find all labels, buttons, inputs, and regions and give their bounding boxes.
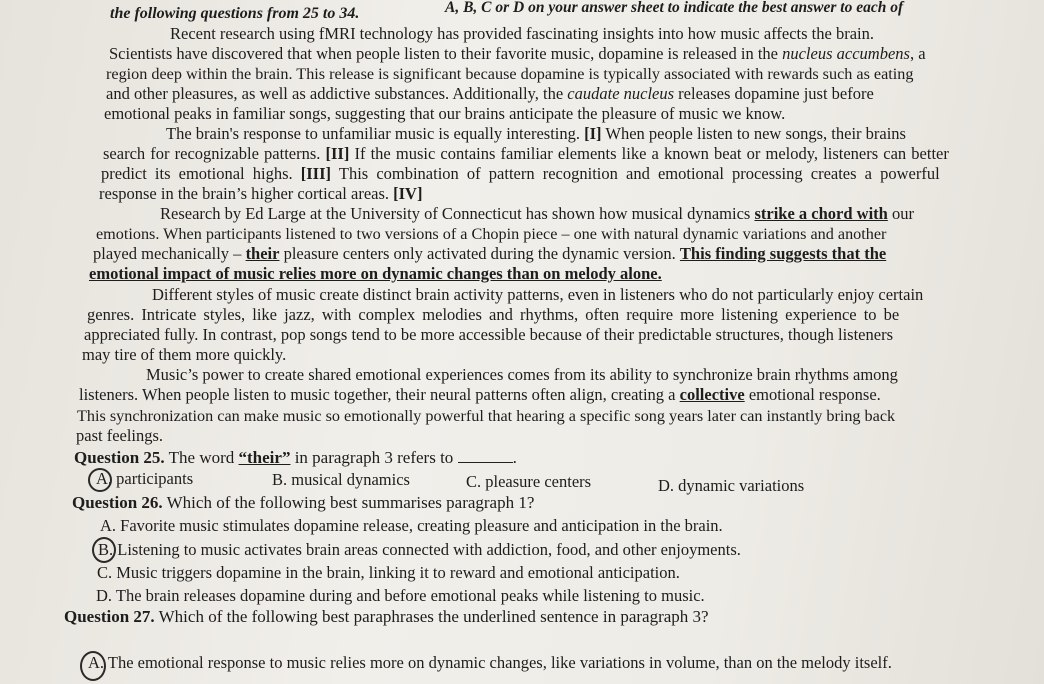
q25-text: .	[512, 448, 517, 467]
p2-line-4	[99, 184, 422, 204]
p1-text: Scientists have discovered that when people listen to their favorite music, dopamine is released in the	[109, 44, 778, 63]
q25-option-d[interactable]: D. dynamic variations	[658, 476, 805, 495]
marker-III: [III]	[300, 164, 332, 183]
q25-option-b[interactable]: B. musical dynamics	[272, 470, 410, 489]
q26-option-c[interactable]: C. Music triggers dopamine in the brain, linking it to reward and emotional anticipation.	[97, 563, 680, 582]
marker-I: [I]	[584, 124, 602, 143]
header-instruction-right: A, B, C or D on your answer sheet to indicate the best answer to each of	[445, 0, 904, 16]
p5-word-collective: collective	[679, 385, 745, 404]
pen-circle-mark	[80, 651, 106, 681]
p2-text: If the music contains familiar elements like a known beat or melody, listeners can better	[354, 144, 949, 163]
q26-label: Question 26.	[72, 493, 163, 512]
p2-text: The brain's response to unfamiliar music is equally interesting.	[166, 124, 580, 143]
q26-stem	[72, 493, 534, 513]
p3-text: pleasure centers only activated during the dynamic version.	[283, 244, 676, 263]
p2-line-1	[166, 124, 906, 144]
q27-label: Question 27.	[64, 607, 155, 626]
q25-blank	[458, 448, 513, 463]
marker-IV: [IV]	[393, 184, 423, 203]
p2-text: search for recognizable patterns.	[103, 144, 321, 163]
p2-line-3	[101, 164, 940, 184]
q26-option-b[interactable]: B. Listening to music activates brain areas connected with addiction, food, and other enjoyments.	[98, 540, 741, 559]
pen-circle-mark	[92, 537, 116, 563]
q25-text: The word	[168, 448, 235, 467]
pen-circle-mark	[88, 468, 112, 492]
q26-option-a[interactable]: A. Favorite music stimulates dopamine release, creating pleasure and anticipation in the brain.	[100, 516, 723, 535]
p1-line-3: region deep within the brain. This release is significant because dopamine is typically associated with rewards such as eating	[106, 65, 914, 83]
p4-line-4: may tire of them more quickly.	[82, 345, 287, 364]
q25-stem	[74, 448, 517, 468]
p4-line-3: appreciated fully. In contrast, pop songs tend to be more accessible because of their predictable structures, though listeners	[84, 325, 893, 344]
p2-text: This combination of pattern recognition and emotional processing creates a powerful	[338, 164, 940, 183]
p3-underlined-sentence-end: emotional impact of music relies more on dynamic changes than on melody alone.	[89, 264, 662, 283]
p3-line-1	[160, 204, 914, 224]
p1-text: and other pleasures, as well as addictive substances. Additionally, the	[106, 84, 564, 103]
p3-line-2: emotions. When participants listened to two versions of a Chopin piece – one with natural dynamic variations and another	[96, 225, 887, 243]
q27-stem	[64, 607, 709, 627]
p3-underlined-sentence-start: This finding suggests that the	[679, 244, 887, 263]
p1-text: releases dopamine just before	[678, 84, 874, 103]
p1-term-caudate: caudate nucleus	[567, 84, 675, 103]
q27-text: Which of the following best paraphrases the underlined sentence in paragraph 3?	[158, 607, 709, 626]
p1-line-2	[109, 44, 926, 64]
p3-text: Research by Ed Large at the University of Connecticut has shown how musical dynamics	[160, 204, 751, 223]
q25-option-c[interactable]: C. pleasure centers	[466, 472, 592, 491]
p3-text: our	[891, 204, 914, 223]
p3-idiom-strike-a-chord: strike a chord with	[754, 204, 888, 223]
p5-text: emotional response.	[748, 385, 881, 404]
p4-line-1: Different styles of music create distinct brain activity patterns, even in listeners who do not particularly enjoy certain	[152, 285, 924, 304]
p5-text: listeners. When people listen to music together, their neural patterns often align, creating a	[79, 385, 676, 404]
q25-option-a[interactable]: A. participants	[96, 469, 194, 488]
q27-option-a[interactable]: A. The emotional response to music relies more on dynamic changes, like variations in volume, than on the melody itself.	[88, 653, 892, 672]
p5-line-3: This synchronization can make music so emotionally powerful that hearing a specific song years later can instantly bring back	[77, 407, 896, 425]
q25-label: Question 25.	[74, 448, 165, 467]
p4-line-2: genres. Intricate styles, like jazz, with complex melodies and rhythms, often require more listening experience to be	[87, 305, 900, 324]
p3-text: played mechanically –	[93, 244, 242, 263]
p5-line-1: Music’s power to create shared emotional experiences comes from its ability to synchronize brain rhythms among	[146, 365, 898, 384]
p1-text: , a	[909, 44, 926, 63]
q25-text: in paragraph 3 refers to	[294, 448, 454, 467]
p1-line-1: Recent research using fMRI technology has provided fascinating insights into how music affects the brain.	[170, 24, 874, 43]
p2-text: When people listen to new songs, their brains	[605, 124, 906, 143]
q25-target-word: “their”	[238, 448, 291, 467]
marker-II: [II]	[325, 144, 350, 163]
p3-line-3	[93, 244, 886, 264]
header-instruction-left: the following questions from 25 to 34.	[110, 5, 360, 22]
p2-line-2	[103, 144, 949, 164]
p2-text: response in the brain’s higher cortical areas.	[99, 184, 390, 203]
q26-option-d[interactable]: D. The brain releases dopamine during and before emotional peaks while listening to music.	[96, 586, 705, 605]
p1-line-4	[106, 84, 874, 104]
p5-line-4: past feelings.	[76, 426, 164, 445]
p1-term-nucleus: nucleus accumbens	[782, 44, 910, 63]
q26-text: Which of the following best summarises paragraph 1?	[166, 493, 535, 512]
p1-line-5: emotional peaks in familiar songs, suggesting that our brains anticipate the pleasure of music we know.	[104, 104, 786, 123]
p2-text: predict its emotional highs.	[101, 164, 293, 183]
p3-word-their: their	[245, 244, 280, 263]
p5-line-2	[79, 385, 881, 405]
